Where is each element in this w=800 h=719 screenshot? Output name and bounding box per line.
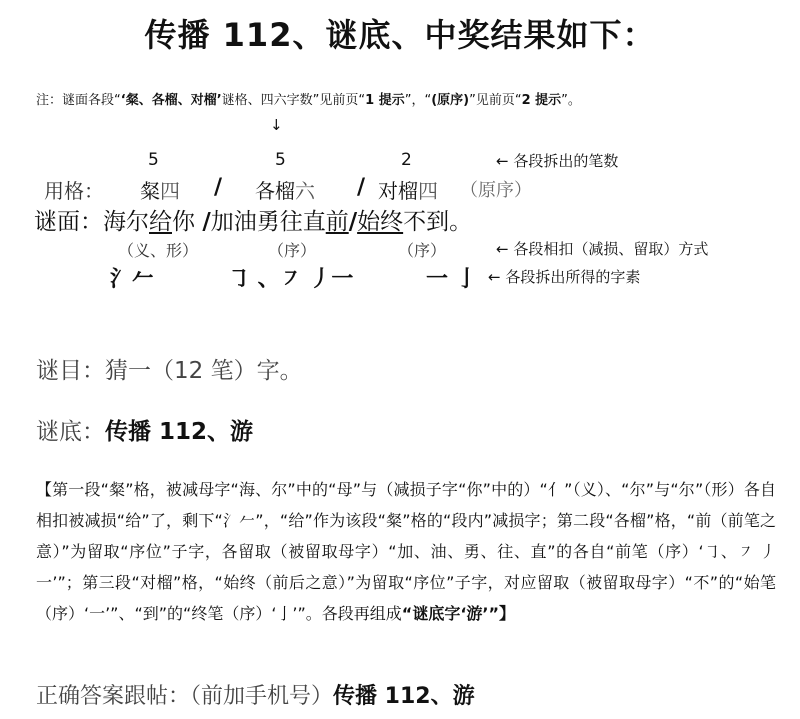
yongge-slash-2: / — [357, 175, 366, 200]
method-annotation: ← 各段相扣（减损、留取）方式 — [496, 240, 709, 258]
segment-3-format: 对榴 — [378, 179, 418, 203]
original-order-tag: （原序） — [460, 180, 532, 201]
note-bold-original-order: (原序) — [431, 93, 470, 108]
riddle-part-1b: 你 — [172, 209, 195, 235]
riddle-part-2-underlined: 前 — [325, 209, 349, 235]
component-annotation: ← 各段拆出所得的字素 — [488, 268, 641, 286]
riddle-part-3b: 不到。 — [403, 209, 473, 235]
note-suffix: ”。 — [561, 93, 581, 108]
correct-answer-value: 传播 112、游 — [333, 684, 475, 709]
yongge-segment-1 — [140, 175, 180, 204]
stroke-count-3: 2 — [401, 150, 412, 170]
stroke-count-annotation: ← 各段拆出的笔数 — [496, 152, 619, 170]
segment-2-format: 各榴 — [255, 179, 295, 203]
explanation-body: 【第一段“粲”格，被减母字“海、尔”中的“母”与（减损子字“你”中的）“亻”（义）、“尔”与“尔”（形）各自相扣被减损“给”了，剩下“氵𠂉”，“给”作为该段“粲”格的“段内”减损字；第二段“各榴”格，“前（前笔之意）”为留取“序位”子字，各留取（被留取母字）“加、油、勇、往、直”的各自“前笔（序）‘㇆、㇇ 丿 一’”；第三段“对榴”格，“始终（前后之意）”为留取“序位”子字，对应留取（被留取母字）“不”的“始笔（序）‘一’”、“到”的“终笔（序）‘亅’”。各段再组成 — [36, 480, 776, 623]
yongge-segment-2 — [255, 175, 315, 204]
correct-answer-label: 正确答案跟帖：（前加手机号） — [36, 684, 334, 709]
page-title: 传播 112、谜底、中奖结果如下： — [144, 16, 656, 54]
riddle-part-2a: 加油勇往直 — [210, 209, 326, 235]
note-line — [36, 89, 581, 108]
segment-1-length: 四 — [160, 179, 180, 203]
riddle-part-3-underlined: 始终 — [357, 209, 404, 235]
riddle-part-1-underlined: 给 — [149, 209, 172, 235]
method-1: （义、形） — [118, 241, 199, 260]
note-mid3: ”见前页“ — [469, 93, 522, 108]
down-arrow-icon: ↓ — [270, 116, 283, 134]
note-bold-hint1: 1 提示 — [365, 93, 405, 108]
answer-label: 谜底： — [36, 419, 105, 445]
correct-answer-line — [36, 679, 475, 710]
note-bold-formats: ‘粲、各榴、对榴’ — [120, 93, 222, 108]
component-3: 一 亅 — [426, 267, 478, 292]
riddle-part-1a: 海尔 — [103, 209, 149, 235]
segment-3-length: 四 — [418, 179, 438, 203]
segment-1-format: 粲 — [140, 179, 160, 203]
answer-value: 传播 112、游 — [105, 419, 254, 445]
method-2: （序） — [268, 241, 317, 260]
explanation-ending: “谜底字‘游’”】 — [401, 604, 515, 623]
riddle-target: 谜目：猜一（12 笔）字。 — [36, 358, 303, 384]
explanation-paragraph — [36, 474, 776, 629]
stroke-count-1: 5 — [148, 150, 159, 170]
stroke-count-2: 5 — [275, 150, 286, 170]
riddle-slash-2: / — [348, 209, 358, 235]
yongge-segment-3 — [378, 175, 438, 204]
note-mid2: ”，“ — [404, 93, 432, 108]
yongge-slash-1: / — [214, 175, 223, 200]
note-bold-hint2: 2 提示 — [521, 93, 562, 108]
yongge-label: 用格： — [44, 179, 104, 203]
component-1: 氵𠂉 — [110, 267, 155, 292]
component-2: ㇆ 、㇇ 丿一 — [228, 267, 354, 292]
method-3: （序） — [398, 241, 447, 260]
riddle-label: 谜面： — [34, 209, 103, 235]
note-prefix: 注：谜面各段“ — [36, 93, 121, 108]
riddle-slash-1: / — [202, 209, 211, 235]
segment-2-length: 六 — [295, 179, 315, 203]
riddle-answer-line — [36, 413, 253, 446]
note-mid: 谜格、四六字数”见前页“ — [221, 93, 366, 108]
riddle-text — [34, 203, 472, 236]
